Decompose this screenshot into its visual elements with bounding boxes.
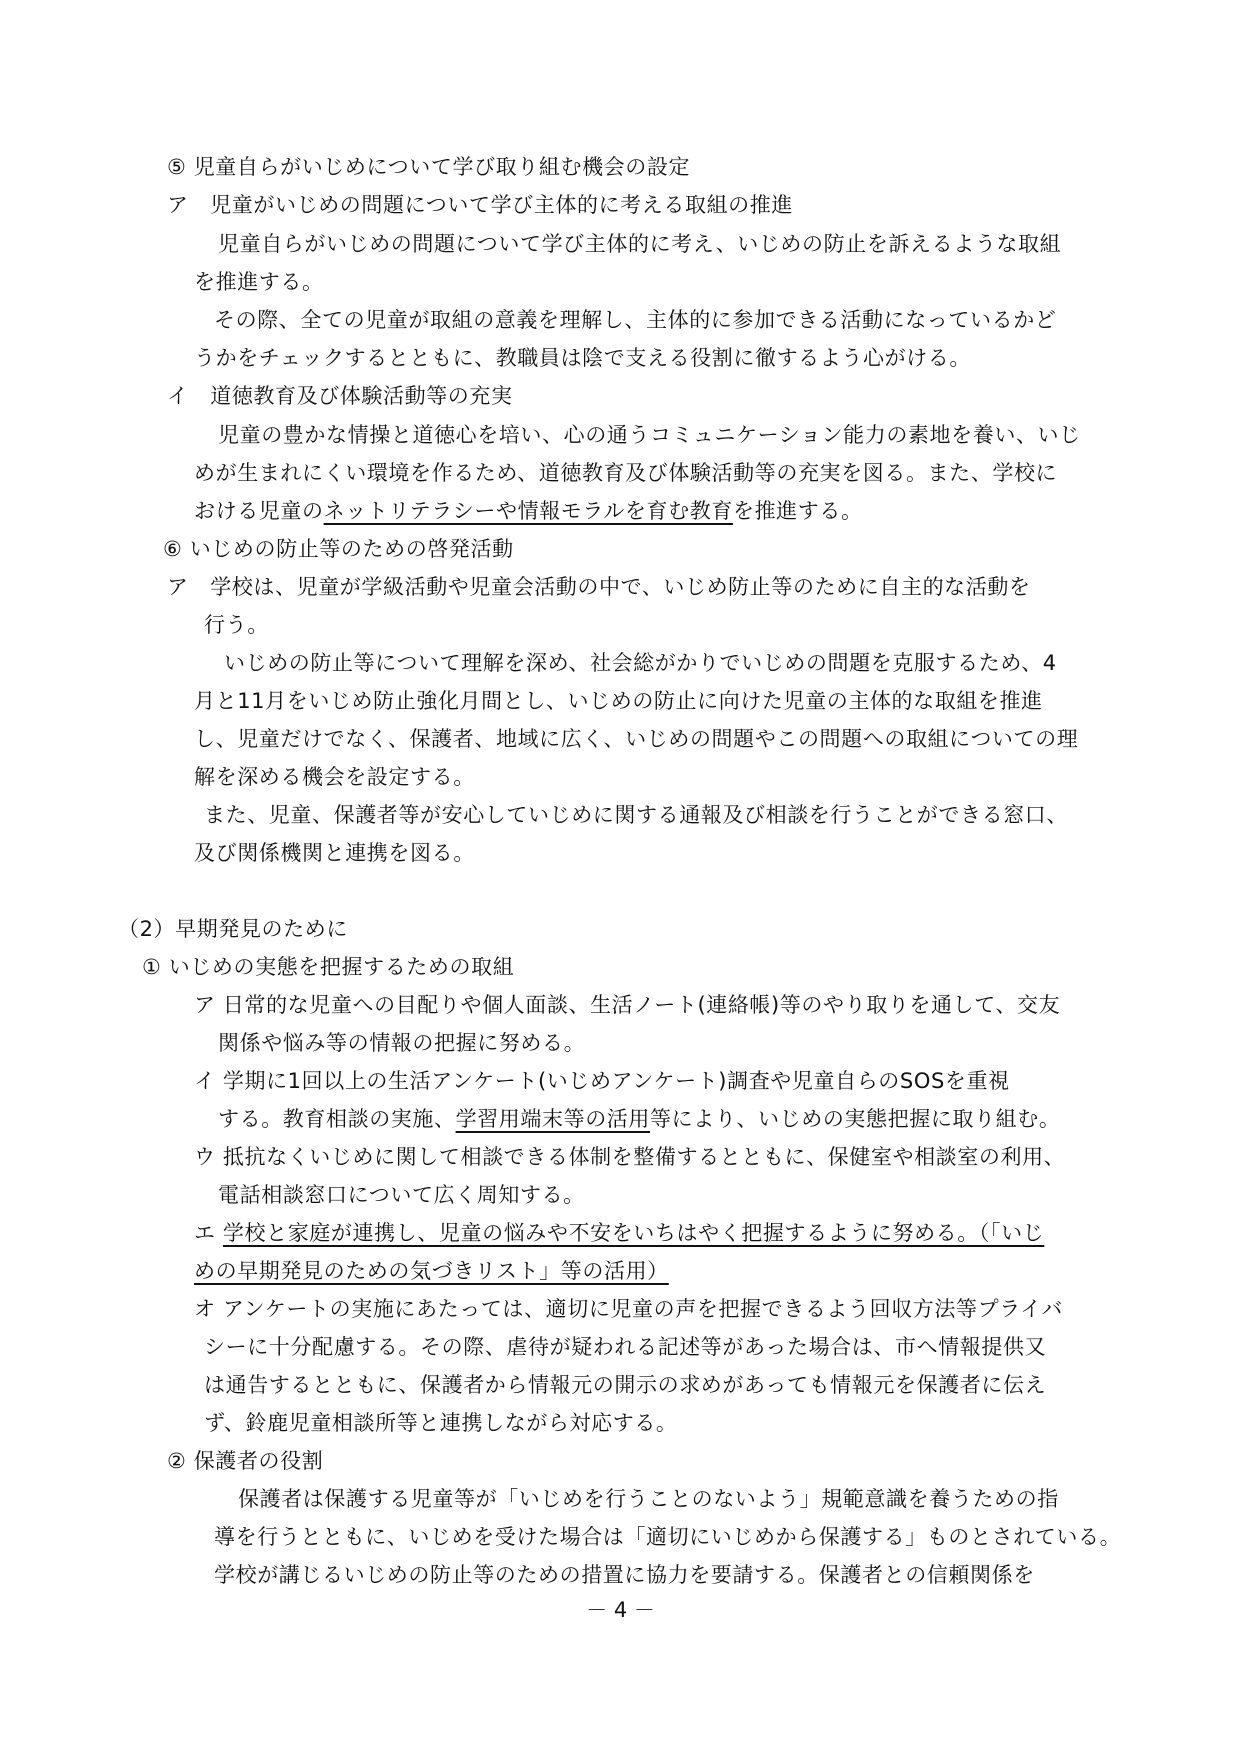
paragraph-line: ア 学校は、児童が学級活動や児童会活動の中で、いじめ防止等のために自主的な活動を (167, 575, 1031, 599)
text-segment: 等により、いじめの実態把握に取り組む。 (650, 1107, 1061, 1131)
text-segment: する。教育相談の実施、 (218, 1107, 456, 1131)
paragraph-line: 行う。 (204, 613, 269, 637)
paragraph-line: 児童自らがいじめの問題について学び主体的に考え、いじめの防止を訴えるような取組 (218, 232, 1062, 256)
underlined-text: 学習用端末等の活用 (455, 1107, 651, 1131)
section-5a-title: ア 児童がいじめの問題について学び主体的に考える取組の推進 (167, 193, 793, 217)
section-2-heading: （2）早期発見のために (118, 917, 348, 941)
list-item-continuation: ず、鈴鹿児童相談所等と連携しながら対応する。 (204, 1411, 678, 1435)
paragraph-line: 月と11月をいじめ防止強化月間とし、いじめの防止に向けた児童の主体的な取組を推進 (194, 689, 1043, 713)
underlined-text: 学校と家庭が連携し、児童の悩みや不安をいちはやく把握するように努める。（「いじ (222, 1221, 1045, 1245)
list-item: イ 学期に1回以上の生活アンケート(いじめアンケート)調査や児童自らのSOSを重視 (194, 1069, 1010, 1093)
list-item-continuation (218, 1104, 1060, 1134)
paragraph-line: また、児童、保護者等が安心していじめに関する通報及び相談を行うことができる窓口、 (204, 803, 1068, 827)
list-item-continuation: シーに十分配慮する。その際、虐待が疑われる記述等があった場合は、市へ情報提供又 (204, 1335, 1047, 1359)
section-6-heading: ⑥ いじめの防止等のための啓発活動 (163, 537, 514, 561)
paragraph-line: めが生まれにくい環境を作るため、道徳教育及び体験活動等の充実を図る。また、学校に (194, 461, 1058, 485)
list-item-continuation: は通告するとともに、保護者から情報元の開示の求めがあっても情報元を保護者に伝え (204, 1373, 1047, 1397)
section-5i-title: イ 道徳教育及び体験活動等の充実 (167, 384, 513, 408)
list-item-continuation (194, 1256, 669, 1286)
paragraph-line: 導を行うとともに、いじめを受けた場合は「適切にいじめから保護する」ものとされている。 (214, 1525, 1122, 1549)
paragraph-line: うかをチェックするとともに、教職員は陰で支える役割に徹するよう心がける。 (194, 346, 971, 370)
list-item: ア 日常的な児童への目配りや個人面談、生活ノート(連絡帳)等のやり取りを通して、交友 (194, 993, 1061, 1017)
list-item: オ アンケートの実施にあたっては、適切に児童の声を把握できるよう回収方法等プライバ (194, 1297, 1063, 1321)
text-segment: おける児童の (194, 499, 324, 523)
paragraph-line: を推進する。 (194, 270, 324, 294)
subsection-1-heading: ① いじめの実態を把握するための取組 (142, 955, 515, 979)
paragraph-line: その際、全ての児童が取組の意義を理解し、主体的に参加できる活動になっているかど (214, 308, 1057, 332)
paragraph-line: し、児童だけでなく、保護者、地域に広く、いじめの問題やこの問題への取組についての理 (194, 727, 1079, 751)
list-item: ウ 抵抗なくいじめに関して相談できる体制を整備するとともに、保健室や相談室の利用、 (194, 1145, 1066, 1169)
paragraph-line: 保護者は保護する児童等が「いじめを行うことのないよう」規範意識を養うための指 (238, 1487, 1059, 1511)
paragraph-line: 解を深める機会を設定する。 (194, 765, 475, 789)
underlined-text: ネットリテラシーや情報モラルを育む教育 (323, 499, 733, 523)
subsection-2-heading: ② 保護者の役割 (167, 1449, 324, 1473)
paragraph-line: いじめの防止等について理解を深め、社会総がかりでいじめの問題を克服するため、4 (224, 651, 1057, 675)
list-item-continuation: 関係や悩み等の情報の把握に努める。 (218, 1031, 586, 1055)
paragraph-line: 学校が講じるいじめの防止等のための措置に協力を要請する。保護者との信頼関係を (214, 1563, 1035, 1587)
paragraph-line: 児童の豊かな情操と道徳心を培い、心の通うコミュニケーション能力の素地を養い、いじ (218, 423, 1081, 447)
paragraph-line: 及び関係機関と連携を図る。 (194, 841, 475, 865)
text-segment: を推進する。 (732, 499, 863, 523)
list-item-continuation: 電話相談窓口について広く周知する。 (218, 1183, 585, 1207)
paragraph-line (194, 496, 863, 526)
section-5-heading: ⑤ 児童自らがいじめについて学び取り組む機会の設定 (167, 155, 691, 179)
list-marker: エ (194, 1221, 216, 1245)
page-number: － 4 － (586, 1598, 655, 1622)
underlined-text: めの早期発見のための気づきリスト」等の活用） (194, 1259, 669, 1283)
list-item (194, 1218, 1044, 1248)
